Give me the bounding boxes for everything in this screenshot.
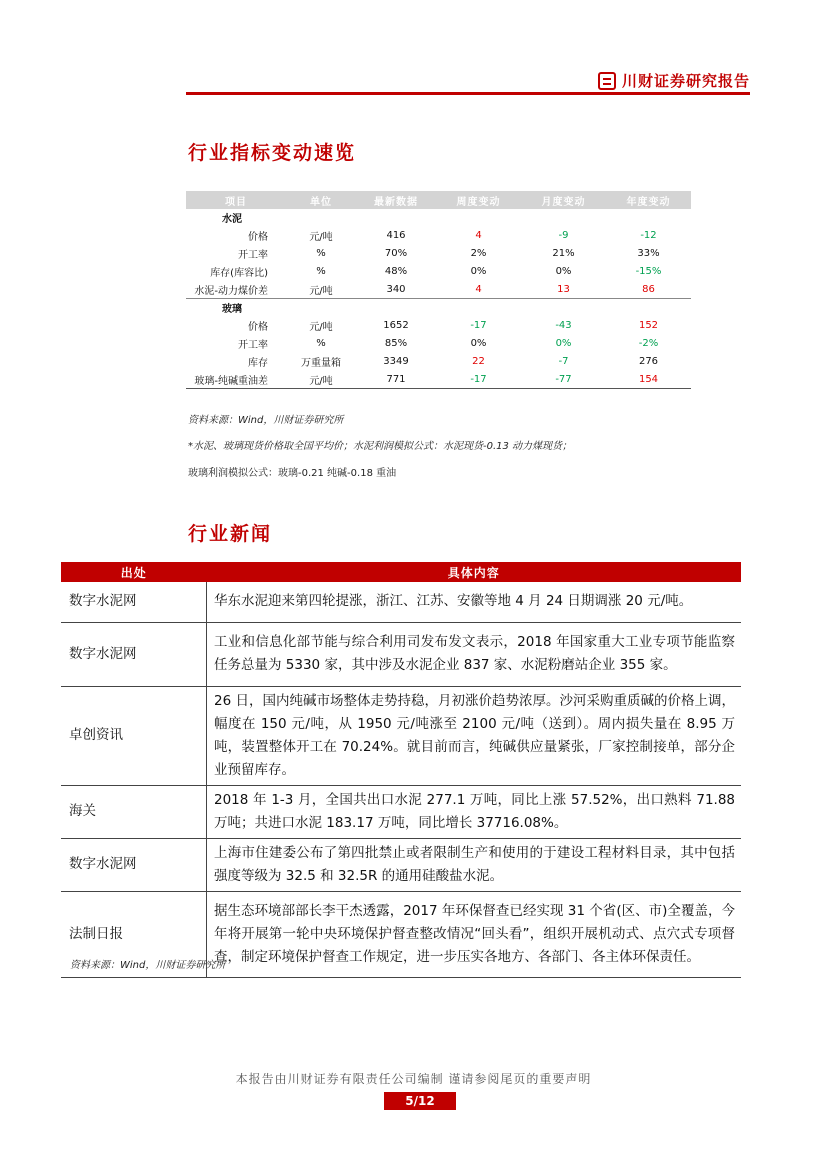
header-divider (186, 92, 750, 95)
news-row (61, 582, 741, 622)
news-row (61, 785, 741, 838)
news-source: 数字水泥网 (61, 622, 207, 686)
table-row: 玻璃-纯碱重油差 元/吨 771 -17 -77 154 (186, 370, 691, 388)
col-item: 项目 (186, 191, 286, 209)
footer-disclaimer: 本报告由川财证券有限责任公司编制 谨请参阅尾页的重要声明 (235, 1072, 592, 1086)
news-source: 卓创资讯 (61, 686, 207, 785)
brand-logo-icon (598, 72, 616, 90)
news-source: 数字水泥网 (61, 582, 207, 622)
news-content: 据生态环境部部长李干杰透露，2017 年环保督查已经实现 31 个省(区、市)全覆盖，今年将开展第一轮中央环境保护督查整改情况“回头看”，组织开展机动式、点穴式专项督查，制定环境保护督查工作规定，进一步压实各地方、各部门、各主体环保责任。 (207, 891, 742, 977)
news-content: 上海市住建委公布了第四批禁止或者限制生产和使用的于建设工程材料目录，其中包括强度等级为 32.5 和 32.5R 的通用硅酸盐水泥。 (207, 838, 742, 891)
news-content: 26 日，国内纯碱市场整体走势持稳，月初涨价趋势浓厚。沙河采购重质碱的价格上调，幅度在 150 元/吨，从 1950 元/吨涨至 2100 元/吨（送到）。周内损失量在 8.95 万吨，装置整体开工在 70.24%。就目前而言，纯碱供应量紧张，厂家控制接单，部分企业预留库存。 (207, 686, 742, 785)
col-content: 具体内容 (207, 562, 742, 582)
col-week: 周度变动 (436, 191, 521, 209)
page-number: 5/12 (384, 1092, 456, 1110)
col-unit: 单位 (286, 191, 356, 209)
news-source: 海关 (61, 785, 207, 838)
table-row: 价格 元/吨 416 4 -9 -12 (248, 230, 657, 244)
news-row (61, 686, 741, 785)
news-row (61, 838, 741, 891)
table-row: 水泥-动力煤价差 元/吨 340 4 13 86 (194, 283, 655, 297)
section-title-indicators: 行业指标变动速览 (188, 142, 357, 164)
group-row-cement: 水泥 (222, 214, 242, 226)
col-latest: 最新数据 (356, 191, 436, 209)
col-source: 出处 (61, 562, 207, 582)
brand-name: 川财证券研究报告 (621, 72, 750, 90)
indicator-header-row (186, 191, 691, 209)
table-row: 库存(库容比) % 48% 0% 0% -15% (210, 265, 662, 279)
col-year: 年度变动 (606, 191, 691, 209)
section-title-news: 行业新闻 (188, 523, 273, 545)
indicator-note-2: 玻璃利润模拟公式：玻璃-0.21 纯碱-0.18 重油 (188, 468, 397, 479)
news-row (61, 622, 741, 686)
brand-header (598, 70, 750, 91)
indicator-table (186, 191, 691, 389)
news-content: 华东水泥迎来第四轮提涨，浙江、江苏、安徽等地 4 月 24 日期调涨 20 元/吨。 (207, 582, 742, 622)
group-row-glass: 玻璃 (186, 298, 691, 316)
table-row: 价格 元/吨 1652 -17 -43 152 (248, 320, 659, 334)
indicator-source: 资料来源：Wind，川财证券研究所 (188, 415, 344, 426)
table-row: 开工率 % 70% 2% 21% 33% (238, 247, 660, 261)
table-row: 库存 万重量箱 3349 22 -7 276 (248, 355, 659, 369)
news-source: 法制日报 (61, 891, 207, 977)
news-content: 2018 年 1-3 月，全国共出口水泥 277.1 万吨，同比上涨 57.52%，出口熟料 71.88 万吨；共进口水泥 183.17 万吨，同比增长 37716.08%。 (207, 785, 742, 838)
news-source-note: 资料来源：Wind，川财证券研究所 (70, 960, 226, 971)
col-month: 月度变动 (521, 191, 606, 209)
news-source: 数字水泥网 (61, 838, 207, 891)
news-content: 工业和信息化部节能与综合利用司发布发文表示，2018 年国家重大工业专项节能监察任务总量为 5330 家，其中涉及水泥企业 837 家、水泥粉磨站企业 355 家。 (207, 622, 742, 686)
news-table (61, 562, 741, 978)
indicator-note-1: *水泥、玻璃现货价格取全国平均价；水泥利润模拟公式：水泥现货-0.13 动力煤现货； (188, 441, 573, 452)
table-row: 开工率 % 85% 0% 0% -2% (238, 337, 659, 351)
news-header-row (61, 562, 741, 582)
